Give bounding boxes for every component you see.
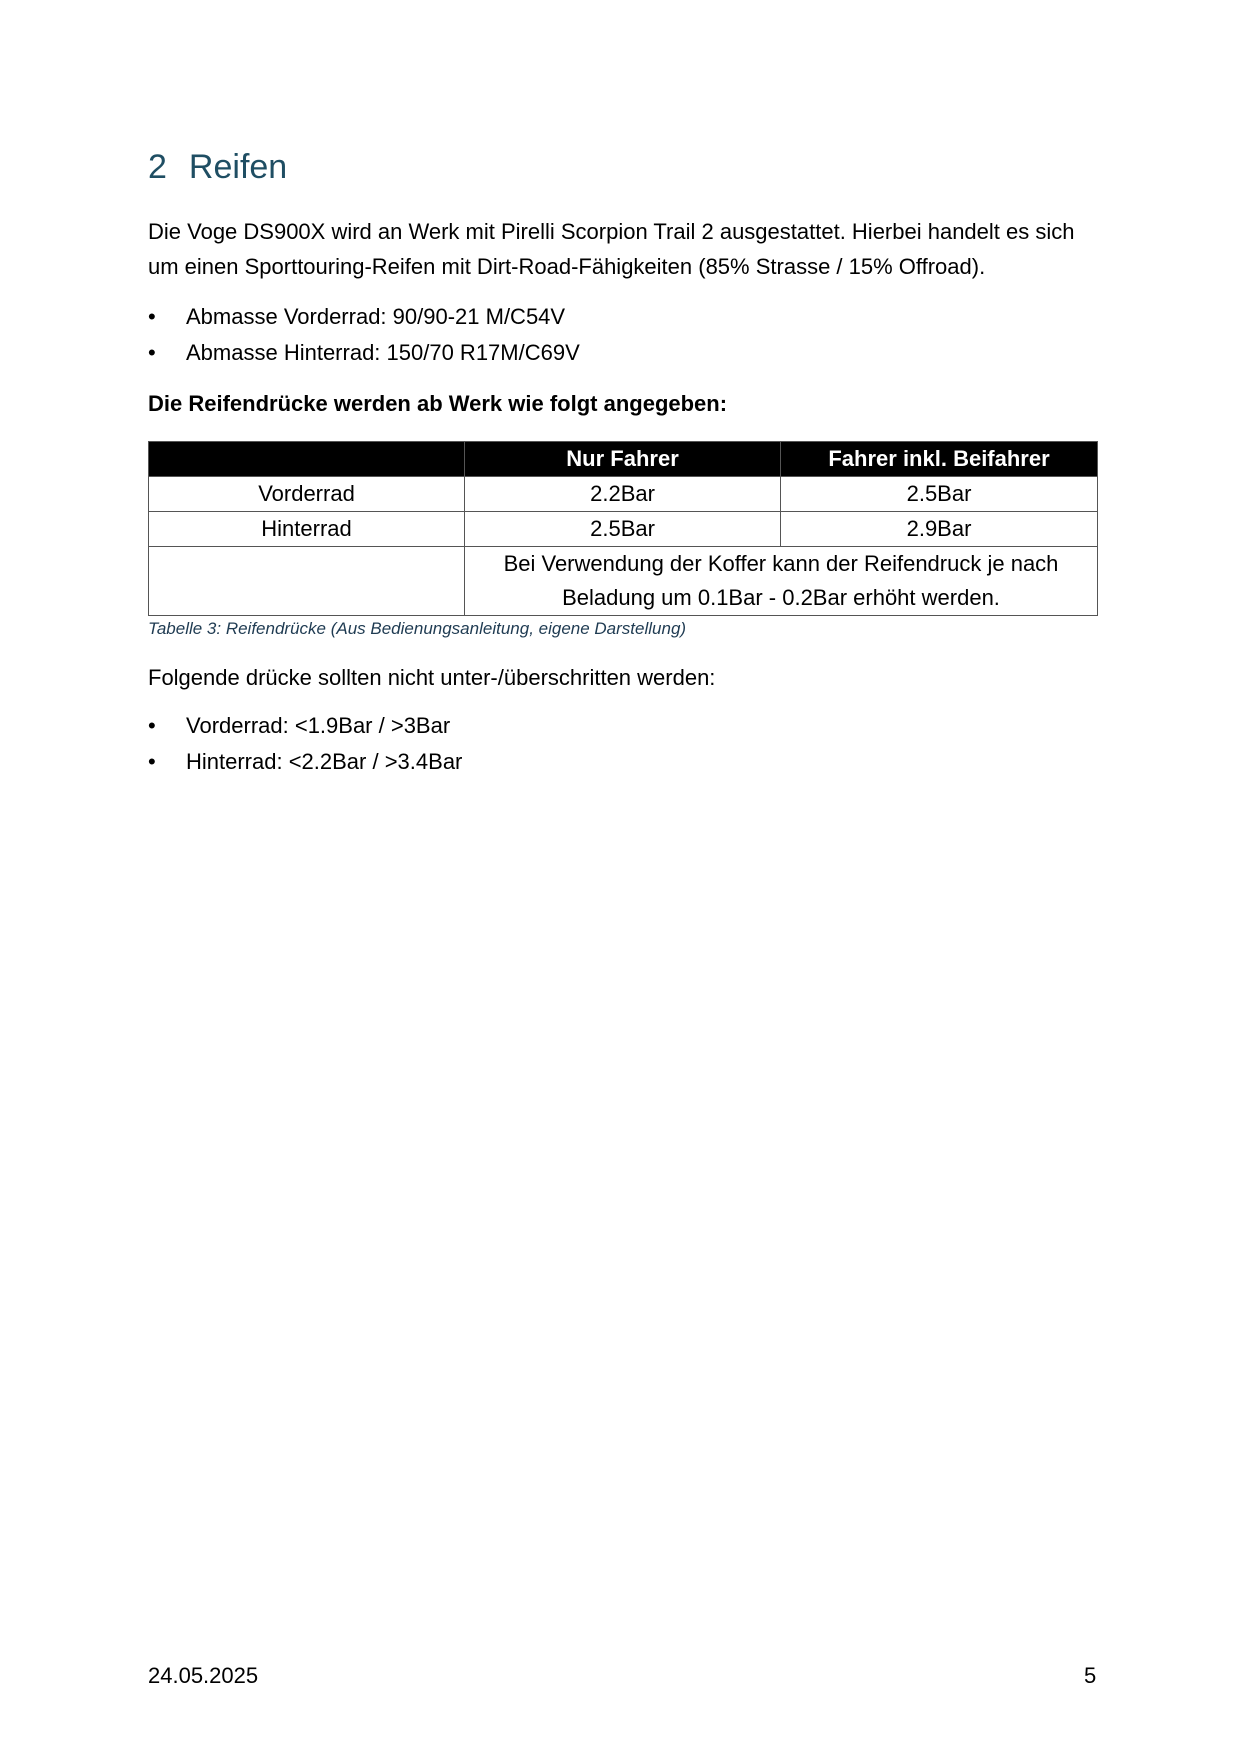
list-item (148, 744, 462, 780)
table-row (149, 477, 1098, 512)
list-item (148, 335, 580, 371)
table-note-cell (465, 547, 1098, 616)
bullet-icon: • (148, 304, 156, 329)
footer-date: 24.05.2025 (148, 1663, 259, 1688)
table-cell: 2.5Bar (465, 512, 781, 547)
pressure-limits-list (148, 708, 462, 780)
intro-paragraph: Die Voge DS900X wird an Werk mit Pirelli Scorpion Trail 2 ausgestattet. Hierbei handelt es sich um einen Sporttouring-Reifen mit Dirt-Road-Fähigkeiten (85% Strasse / 15% Offroad). (148, 219, 1075, 279)
table-cell: Vorderrad (149, 477, 465, 512)
section-number: 2 (148, 148, 167, 186)
bullet-icon: • (148, 340, 156, 365)
page-number: 5 (1084, 1663, 1097, 1688)
bullet-icon: • (148, 713, 156, 738)
limits-intro: Folgende drücke sollten nicht unter-/überschritten werden: (148, 665, 716, 690)
table-note-line: Bei Verwendung der Koffer kann der Reifendruck je nach (503, 551, 1059, 576)
list-item-text: Vorderrad: <1.9Bar / >3Bar (186, 713, 451, 738)
table-header-row (149, 442, 1098, 477)
pressure-intro: Die Reifendrücke werden ab Werk wie folgt angegeben: (148, 391, 728, 416)
section-title: Reifen (188, 148, 288, 186)
table-header-cell (149, 442, 465, 477)
list-item-text: Abmasse Hinterrad: 150/70 R17M/C69V (186, 340, 580, 365)
table-cell: 2.5Bar (781, 477, 1098, 512)
table-note-line: Beladung um 0.1Bar - 0.2Bar erhöht werden. (562, 585, 1000, 610)
table-row (149, 512, 1098, 547)
table-cell: Hinterrad (149, 512, 465, 547)
list-item-text: Hinterrad: <2.2Bar / >3.4Bar (186, 749, 463, 774)
table-row (149, 547, 1098, 616)
table-cell (149, 547, 465, 616)
table-cell: 2.9Bar (781, 512, 1098, 547)
table-cell: 2.2Bar (465, 477, 781, 512)
tire-dimensions-list (148, 299, 580, 371)
section-heading (148, 148, 287, 187)
table-caption: Tabelle 3: Reifendrücke (Aus Bedienungsanleitung, eigene Darstellung) (148, 619, 687, 638)
bullet-icon: • (148, 749, 156, 774)
list-item (148, 708, 462, 744)
table-header-cell: Fahrer inkl. Beifahrer (781, 442, 1098, 477)
list-item-text: Abmasse Vorderrad: 90/90-21 M/C54V (186, 304, 566, 329)
table-header-cell: Nur Fahrer (465, 442, 781, 477)
tire-pressure-table (148, 441, 1098, 616)
list-item (148, 299, 580, 335)
